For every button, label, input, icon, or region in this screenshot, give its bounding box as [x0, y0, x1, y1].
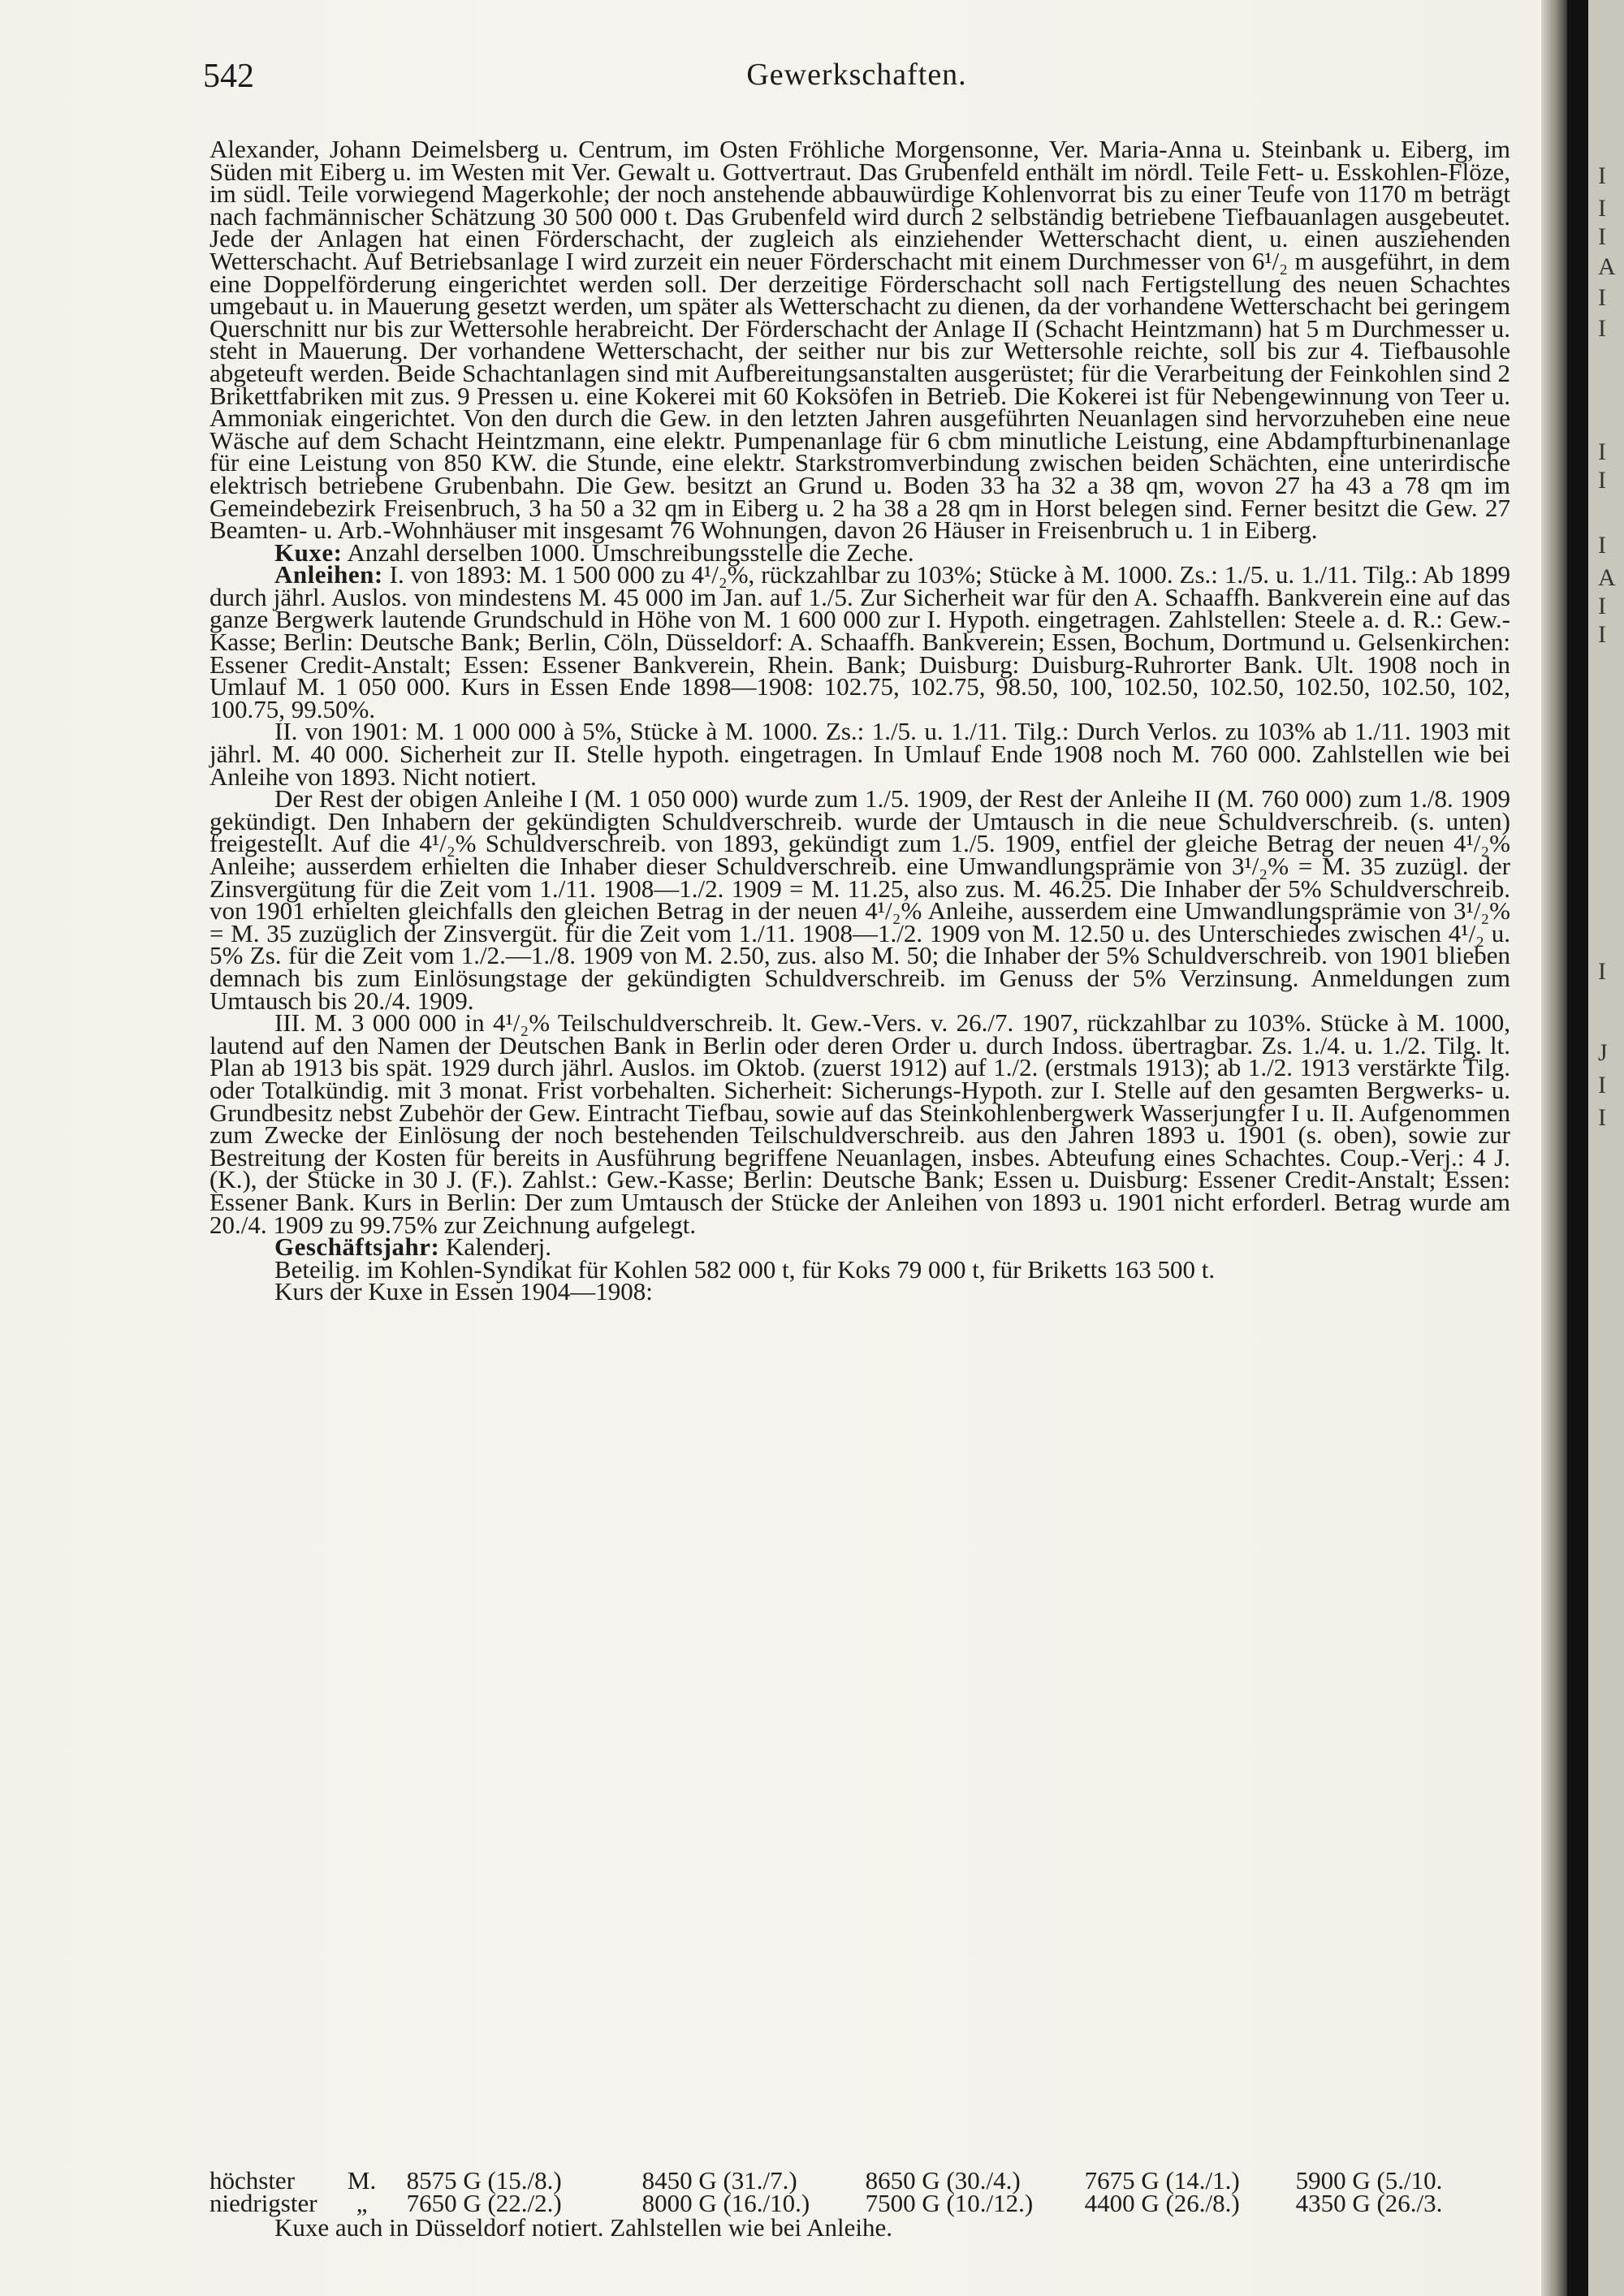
fragment-letter: I: [1598, 467, 1606, 494]
anleihe-2-paragraph: II. von 1901: M. 1 000 000 à 5%, Stücke à M. 1000. Zs.: 1./5. u. 1./11. Tilg.: Durch Verlos. zu 103% ab 1./11. 1903 mit jährl. M. 40 000. Sicherheit zur II. Stelle hypoth. eingetragen. In Umlauf Ende 1908 noch M. 760 000. Zahlstellen wie bei Anleihe von 1893. Nicht notiert.: [209, 717, 1510, 791]
fragment-letter: J: [1598, 1039, 1608, 1066]
fragment-letter: I: [1598, 532, 1606, 559]
fragment-letter: I: [1598, 1072, 1606, 1098]
geschaeftsjahr-label: Geschäftsjahr:: [274, 1232, 440, 1262]
kuxe-label: Kuxe:: [274, 537, 343, 567]
table-cell: 4400 G (26./8.): [1084, 2189, 1240, 2217]
fragment-letter: A: [1598, 253, 1616, 280]
kuxe-text: Anzahl derselben 1000. Umschreibungsstelle die Zeche.: [347, 537, 914, 567]
fragment-letter: A: [1598, 564, 1616, 591]
row-label: höchster: [209, 2166, 296, 2195]
beteiligung-paragraph: Beteilig. im Kohlen-Syndikat für Kohlen 582 000 t, für Koks 79 000 t, für Briketts 163 500 t.: [274, 1254, 1216, 1284]
next-page-fragments: [1593, 0, 1624, 2296]
fragment-letter: I: [1598, 1104, 1606, 1131]
table-cell: 4350 G (26./3.: [1295, 2189, 1443, 2217]
table-cell: 7675 G (14./1.): [1084, 2166, 1240, 2195]
table-cell: 8450 G (31./7.): [641, 2166, 797, 2195]
fragment-letter: I: [1598, 162, 1606, 189]
kurs-table: [209, 2166, 1510, 2217]
fragment-letter: I: [1598, 195, 1606, 222]
anleihen-text: I. von 1893: M. 1 500 000 zu 4¹/₂%, rückzahlbar zu 103%; Stücke à M. 1000. Zs.: 1./5. u. 1./11. Tilg.: Ab 1899 durch jährl. Auslos. von mindestens M. 45 000 im Jan. auf 1./5. Zur Sicherheit war für den A. Schaaffh. Bankverein eine auf das ganze Bergwerk lautende Grundschuld in Höhe von M. 1 600 000 zur I. Hypoth. eingetragen. Zahlstellen: Steele a. d. R.: Gew.-Kasse; Berlin: Deutsche Bank; Berlin, Cöln, Düsseldorf: A. Schaaffh. Bankverein; Essen, Bochum, Dortmund u. Gelsenkirchen: Essener Credit-Anstalt; Essen: Essener Bankverein, Rhein. Bank; Duisburg: Duisburg-Ruhrorter Bank. Ult. 1908 noch in Umlauf M. 1 050 000. Kurs in Essen Ende 1898—1908: 102.75, 102.75, 98.50, 100, 102.50, 102.50, 102.50, 102.50, 102, 100.75, 99.50%.: [209, 560, 1510, 723]
binding-shadow: [1541, 0, 1567, 2296]
rest-anleihe-paragraph: Der Rest der obigen Anleihe I (M. 1 050 000) wurde zum 1./5. 1909, der Rest der Anleihe II (M. 760 000) zum 1./8. 1909 gekündigt. Den Inhabern der gekündigten Schuldverschreib. wurde der Umtausch in die neue Schuldverschreib. (s. unten) freigestellt. Auf die 4¹/₂% Schuldverschreib. von 1893, gekündigt zum 1./5. 1909, entfiel der gleiche Betrag der neuen 4¹/₂% Anleihe; ausserdem erhielten die Inhaber dieser Schuldverschreib. eine Umwandlungsprämie von 3¹/₂% = M. 35 zuzügl. der Zinsvergütung für die Zeit vom 1./11. 1908—1./2. 1909 = M. 11.25, also zus. M. 46.25. Die Inhaber der 5% Schuldverschreib. von 1901 erhielten gleichfalls den gleichen Betrag in der neuen 4¹/₂% Anleihe, ausserdem eine Umwandlungsprämie von 3¹/₂% = M. 35 zuzüglich der Zinsvergüt. für die Zeit vom 1./11. 1908—1./2. 1909 von M. 12.50 u. des Unterschiedes zwischen 4¹/₂ u. 5% Zs. für die Zeit vom 1./2.—1./8. 1909 von M. 2.50, zus. also M. 50; die Inhaber der 5% Schuldverschreib. von 1901 blieben demnach bis zum Einlösungstage der gekündigten Schuldverschreib. im Genuss der 5% Verzinsung. Anmeldungen zum Umtausch bis 20./4. 1909.: [209, 784, 1510, 1015]
row-label: niedrigster: [209, 2189, 317, 2217]
geschaeftsjahr-text: Kalenderj.: [446, 1232, 552, 1262]
table-cell: 8000 G (16./10.): [641, 2189, 810, 2217]
fragment-letter: I: [1598, 958, 1606, 985]
page-number: 542: [203, 58, 254, 95]
fragment-letter: I: [1598, 593, 1606, 619]
table-cell: 7650 G (22./2.): [406, 2189, 562, 2217]
table-cell: 8650 G (30./4.): [865, 2166, 1021, 2195]
row-prefix: „: [356, 2189, 368, 2217]
page-header: [203, 57, 1510, 97]
book-spine: [1567, 0, 1588, 2296]
row-prefix: M.: [347, 2166, 377, 2195]
fragment-letter: I: [1598, 284, 1606, 311]
intro-paragraph: Alexander, Johann Deimelsberg u. Centrum, im Osten Fröhliche Morgensonne, Ver. Maria-Anna u. Steinbank u. Eiberg, im Süden mit Eiberg u. im Westen mit Ver. Gewalt u. Gottvertraut. Das Grubenfeld enthält im nördl. Teile Fett- u. Esskohlen-Flöze, im südl. Teile vorwiegend Magerkohle; der noch anstehende abbauwürdige Kohlenvorrat bis zu einer Teufe von 1170 m beträgt nach fachmännischer Schätzung 30 500 000 t. Das Grubenfeld wird durch 2 selbständig betriebene Tiefbauanlagen ausgebeutet. Jede der Anlagen hat einen Förderschacht, der zugleich als einziehender Wetterschacht dient, u. einen ausziehenden Wetterschacht. Auf Betriebsanlage I wird zurzeit ein neuer Förderschacht mit einem Durchmesser von 6¹/₂ m ausgeführt, in dem eine Doppelförderung eingerichtet werden soll. Der derzeitige Förderschacht soll nach Fertigstellung des neuen Schachtes umgebaut u. in Mauerung gesetzt werden, um später als Wetterschacht zu dienen, da der vorhandene Wetterschacht bei geringem Querschnitt nur bis zur Wettersohle herabreicht. Der Förderschacht der Anlage II (Schacht Heintzmann) hat 5 m Durchmesser u. steht in Mauerung. Der vorhandene Wetterschacht, der seither nur bis zur Wettersohle reichte, soll bis zur 4. Tiefbausohle abgeteuft werden. Beide Schachtanlagen sind mit Aufbereitungsanstalten ausgerüstet; für die Verarbeitung der Feinkohlen sind 2 Brikettfabriken mit zus. 9 Pressen u. eine Kokerei mit 60 Koksöfen in Betrieb. Die Kokerei ist für Nebengewinnung von Teer u. Ammoniak eingerichtet. Von den durch die Gew. in den letzten Jahren ausgeführten Neuanlagen sind hervorzuheben eine neue Wäsche auf dem Schacht Heintzmann, eine elektr. Pumpenanlage für 6 cbm minutliche Leistung, eine Abdampfturbinenanlage für eine Leistung von 850 KW. die Stunde, eine elektr. Starkstromverbindung zwischen beiden Schächten, eine unterirdische elektrisch betriebene Grubenbahn. Die Gew. besitzt an Grund u. Boden 33 ha 32 a 38 qm, wovon 27 ha 43 a 78 qm im Gemeindebezirk Freisenbruch, 3 ha 50 a 32 qm in Eiberg u. 2 ha 38 a 28 qm in Horst belegen sind. Ferner besitzt die Gew. 27 Beamten- u. Arb.-Wohnhäuser mit insgesamt 76 Wohnungen, davon 26 Häuser in Freisenbruch u. 1 in Eiberg.: [209, 135, 1510, 545]
fragment-letter: I: [1598, 315, 1606, 342]
anleihen-paragraph: [209, 560, 1510, 723]
table-cell: 5900 G (5./10.: [1295, 2166, 1443, 2195]
kurs-note: Kuxe auch in Düsseldorf notiert. Zahlstellen wie bei Anleihe.: [274, 2213, 893, 2242]
anleihen-label: Anleihen:: [274, 560, 383, 589]
anleihe-3-paragraph: III. M. 3 000 000 in 4¹/₂% Teilschuldverschreib. lt. Gew.-Vers. v. 26./7. 1907, rückzahlbar zu 103%. Stücke à M. 1000, lautend auf den Namen der Deutschen Bank in Berlin oder deren Order u. durch Indoss. übertragbar. Zs. 1./4. u. 1./2. Tilg. lt. Plan ab 1913 bis spät. 1929 durch jährl. Auslos. im Oktob. (zuerst 1912) auf 1./2. (erstmals 1913); ab 1./2. 1913 verstärkte Tilg. oder Totalkündig. mit 3 monat. Frist vorbehalten. Sicherheit: Sicherungs-Hypoth. zur I. Stelle auf den gesamten Bergwerks- u. Grundbesitz nebst Zubehör der Gew. Eintracht Tiefbau, sowie auf das Steinkohlenbergwerk Wasserjungfer I u. II. Aufgenommen zum Zwecke der Einlösung der noch bestehenden Teilschuldverschreib. aus den Jahren 1893 u. 1901 (s. oben), sowie zur Bestreitung der Kosten für bereits in Ausführung begriffene Neuanlagen, insbes. Abteufung eines Schachtes. Coup.-Verj.: 4 J. (K.), der Stücke in 30 J. (F.). Zahlst.: Gew.-Kasse; Berlin: Deutsche Bank; Essen u. Duisburg: Essener Credit-Anstalt; Essen: Essener Bank. Kurs in Berlin: Der zum Umtausch der Stücke der Anleihen von 1893 u. 1901 nicht erforderl. Betrag wurde am 20./4. 1909 zu 99.75% zur Zeichnung aufgelegt.: [209, 1008, 1510, 1239]
body-text: [209, 135, 1510, 1306]
fragment-letter: I: [1598, 223, 1606, 250]
table-cell: 7500 G (10./12.): [865, 2189, 1034, 2217]
fragment-letter: I: [1598, 621, 1606, 648]
fragment-letter: I: [1598, 438, 1606, 465]
table-row: [209, 2192, 1510, 2215]
running-head: Gewerkschaften.: [746, 58, 967, 92]
table-cell: 8575 G (15./8.): [406, 2166, 562, 2195]
kurs-heading: Kurs der Kuxe in Essen 1904—1908:: [274, 1277, 653, 1306]
